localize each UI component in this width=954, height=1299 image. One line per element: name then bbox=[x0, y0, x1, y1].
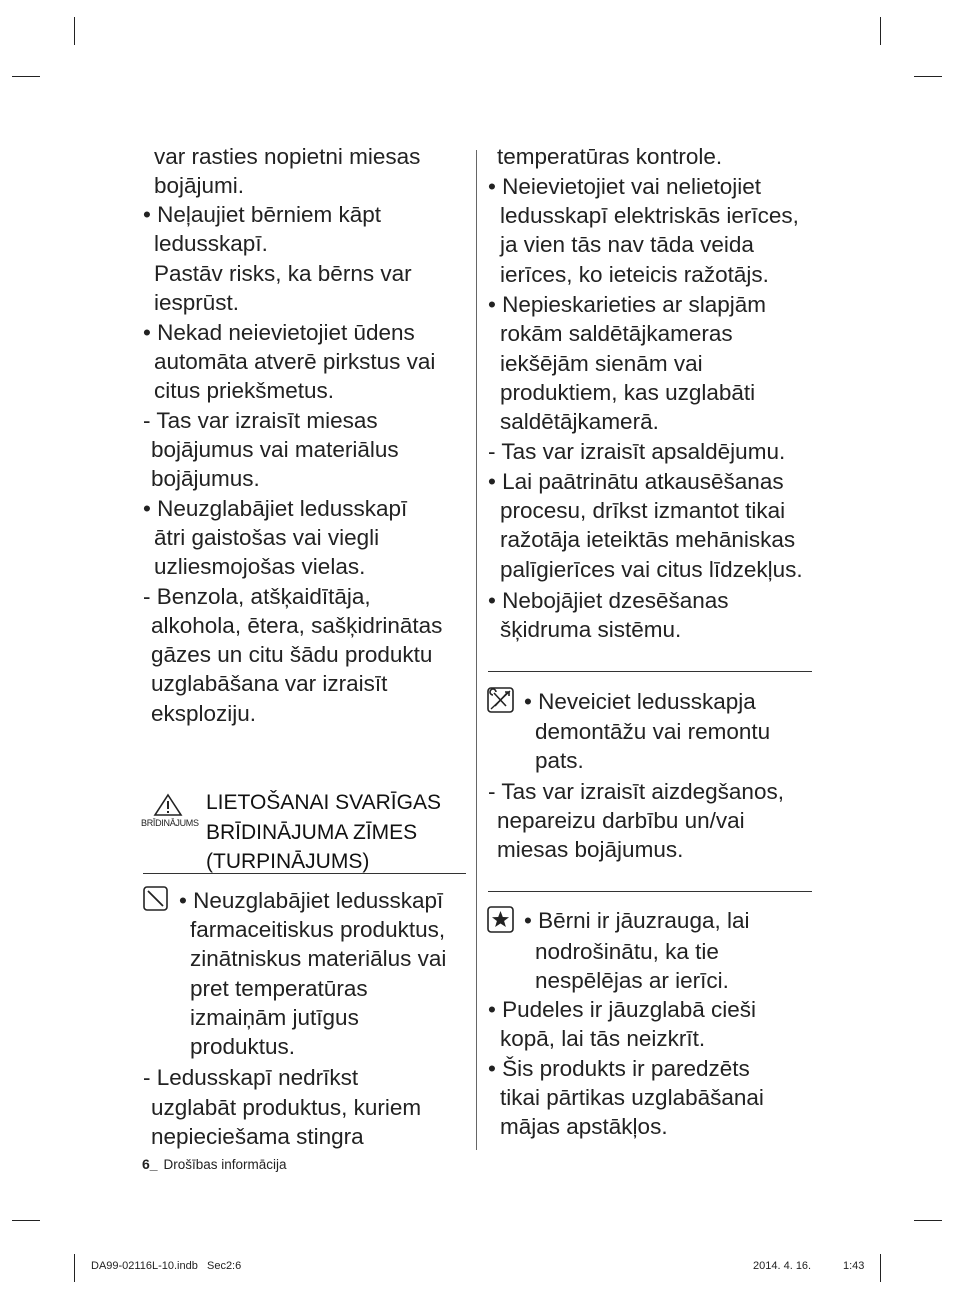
no-disassembly-icon bbox=[487, 687, 514, 713]
text-line: miesas bojājumus. bbox=[497, 837, 684, 862]
text-line: nespēlējas ar ierīci. bbox=[535, 968, 729, 993]
text-line: saldētājkamerā. bbox=[500, 409, 659, 434]
crop-mark bbox=[914, 1220, 942, 1221]
text-line: zinātniskus materiālus vai bbox=[190, 946, 447, 971]
crop-mark bbox=[880, 1254, 881, 1282]
text-line: tikai pārtikas uzglabāšanai bbox=[500, 1085, 764, 1110]
text-line: bojājumus vai materiālus bbox=[151, 437, 399, 462]
text-line: ja vien tās nav tāda veida bbox=[500, 232, 754, 257]
text-line: palīgierīces vai citus līdzekļus. bbox=[500, 557, 803, 582]
text-line: šķidruma sistēmu. bbox=[500, 617, 682, 642]
text-line: uzglabāšana var izraisīt bbox=[151, 671, 388, 696]
text-line: ledusskapī. bbox=[154, 231, 268, 256]
text-line: rokām saldētājkameras bbox=[500, 321, 733, 346]
text-line: - Tas var izraisīt aizdegšanos, bbox=[488, 779, 784, 804]
prohibited-icon bbox=[143, 886, 168, 911]
text-line: bojājumus. bbox=[151, 466, 260, 491]
text-line: alkohola, ētera, sašķidrinātas bbox=[151, 613, 443, 638]
text-line: - Tas var izraisīt apsaldējumu. bbox=[488, 439, 786, 464]
text-line: temperatūras kontrole. bbox=[497, 144, 723, 169]
text-line: • Nepieskarieties ar slapjām bbox=[488, 292, 766, 317]
text-line: ierīces, ko ieteicis ražotājs. bbox=[500, 262, 769, 287]
text-line: ražotāja ieteiktās mehāniskas bbox=[500, 527, 796, 552]
text-line: pats. bbox=[535, 748, 584, 773]
text-line: farmaceitiskus produktus, bbox=[190, 917, 446, 942]
star-icon bbox=[487, 906, 514, 933]
page-number: 6_ bbox=[142, 1156, 158, 1172]
text-line: • Pudeles ir jāuzglabā cieši bbox=[488, 997, 757, 1022]
text-line: kopā, lai tās neizkrīt. bbox=[500, 1026, 706, 1051]
text-line: nodrošinātu, ka tie bbox=[535, 939, 719, 964]
text-line: demontāžu vai remontu bbox=[535, 719, 771, 744]
section-name: Drošības informācija bbox=[163, 1157, 287, 1172]
text-line: citus priekšmetus. bbox=[154, 378, 335, 403]
print-file-info: DA99-02116L-10.indb Sec2:6 bbox=[91, 1260, 242, 1272]
text-line: iesprūst. bbox=[154, 290, 240, 315]
text-line: ledusskapī elektriskās ierīces, bbox=[500, 203, 799, 228]
warning-label: BRĪDINĀJUMS bbox=[141, 818, 199, 828]
text-line: izmaiņām jutīgus bbox=[190, 1005, 359, 1030]
text-line: eksploziju. bbox=[151, 701, 257, 726]
text-line: • Šis produkts ir paredzēts bbox=[488, 1056, 750, 1081]
text-line: • Bērni ir jāuzrauga, lai bbox=[524, 908, 750, 933]
crop-mark bbox=[74, 1254, 75, 1282]
text-line: • Lai paātrinātu atkausēšanas bbox=[488, 469, 784, 494]
text-line: - Ledusskapī nedrīkst bbox=[143, 1065, 359, 1090]
text-line: nepareizu darbību un/vai bbox=[497, 808, 745, 833]
text-line: • Neuzglabājiet ledusskapī bbox=[179, 888, 444, 913]
crop-mark bbox=[914, 76, 942, 77]
text-line: ātri gaistošas vai viegli bbox=[154, 525, 380, 550]
crop-mark bbox=[880, 17, 881, 45]
text-line: gāzes un citu šādu produktu bbox=[151, 642, 433, 667]
print-date: 2014. 4. 16. bbox=[753, 1260, 812, 1272]
text-line: automāta atverē pirkstus vai bbox=[154, 349, 436, 374]
page-footer bbox=[142, 1156, 287, 1172]
heading-line: BRĪDINĀJUMA ZĪMES bbox=[206, 821, 418, 844]
text-line: Pastāv risks, ka bērns var bbox=[154, 261, 412, 286]
heading-underline bbox=[143, 873, 466, 874]
crop-mark bbox=[74, 17, 75, 45]
section-divider bbox=[488, 891, 812, 892]
text-line: • Neļaujiet bērniem kāpt bbox=[143, 202, 381, 227]
text-line: produktus. bbox=[190, 1034, 296, 1059]
text-line: • Neuzglabājiet ledusskapī bbox=[143, 496, 408, 521]
warning-triangle-icon bbox=[153, 793, 183, 817]
crop-mark bbox=[12, 1220, 40, 1221]
section-divider bbox=[488, 671, 812, 672]
text-line: pret temperatūras bbox=[190, 976, 368, 1001]
column-divider bbox=[476, 150, 477, 1150]
text-line: • Nekad neievietojiet ūdens bbox=[143, 320, 415, 345]
heading-line: LIETOŠANAI SVARĪGAS bbox=[206, 791, 441, 814]
crop-mark bbox=[12, 76, 40, 77]
text-line: uzliesmojošas vielas. bbox=[154, 554, 366, 579]
text-line: iekšējām sienām vai bbox=[500, 351, 703, 376]
text-line: nepieciešama stingra bbox=[151, 1124, 364, 1149]
print-time: 1:43 bbox=[843, 1260, 865, 1272]
text-line: var rasties nopietni miesas bbox=[154, 144, 421, 169]
text-line: procesu, drīkst izmantot tikai bbox=[500, 498, 786, 523]
text-line: - Benzola, atšķaidītāja, bbox=[143, 584, 371, 609]
text-line: uzglabāt produktus, kuriem bbox=[151, 1095, 422, 1120]
text-line: mājas apstākļos. bbox=[500, 1114, 668, 1139]
text-line: produktiem, kas uzglabāti bbox=[500, 380, 756, 405]
text-line: bojājumi. bbox=[154, 173, 245, 198]
text-line: • Neievietojiet vai nelietojiet bbox=[488, 174, 762, 199]
text-line: • Nebojājiet dzesēšanas bbox=[488, 588, 729, 613]
heading-line: (TURPINĀJUMS) bbox=[206, 850, 370, 873]
text-line: • Neveiciet ledusskapja bbox=[524, 689, 756, 714]
text-line: - Tas var izraisīt miesas bbox=[143, 408, 378, 433]
